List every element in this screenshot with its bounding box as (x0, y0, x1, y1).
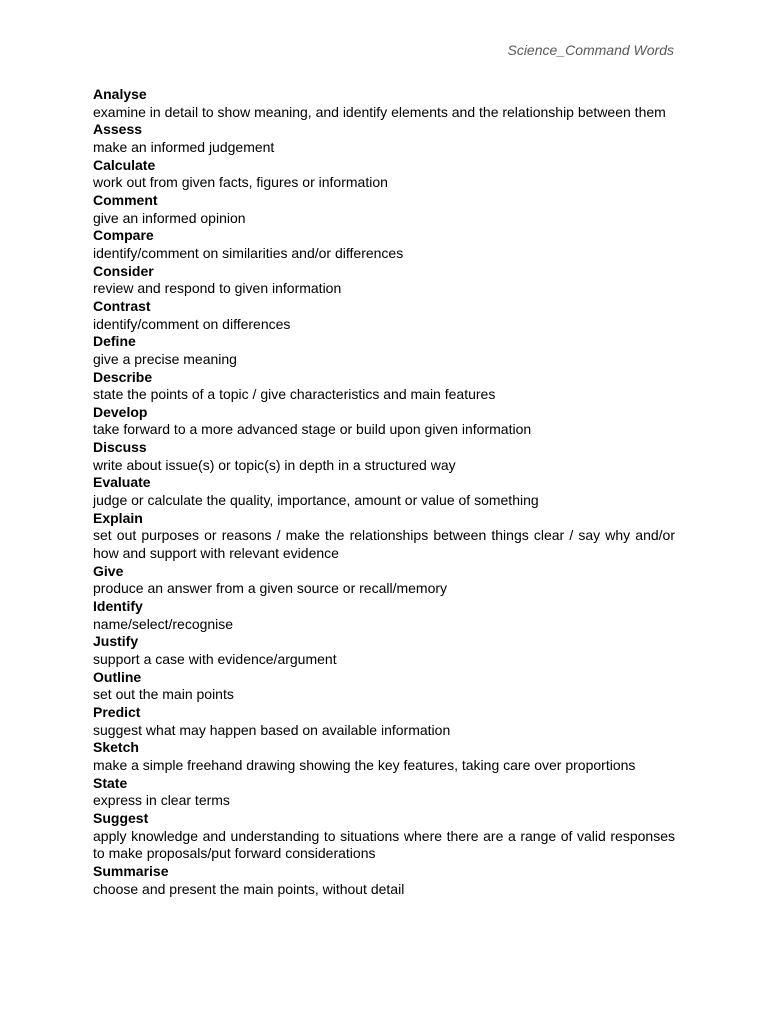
command-word-term: Analyse (93, 86, 147, 102)
command-word-term: Compare (93, 227, 154, 244)
command-word-term: Define (93, 333, 136, 350)
command-word-term: Suggest (93, 809, 149, 826)
command-word-definition: work out from given facts, figures or information (93, 174, 388, 191)
command-word-definition: apply knowledge and understanding to situations where there are a range of valid responses to make proposals/put forward considerations (93, 827, 675, 862)
command-word-term: Discuss (93, 439, 147, 456)
command-word-definition: judge or calculate the quality, importance, amount or value of something (93, 492, 539, 509)
command-word-definition: name/select/recognise (93, 615, 234, 632)
command-word-term: Describe (93, 368, 153, 385)
command-word-term: Predict (93, 703, 141, 720)
command-word-definition: produce an answer from a given source or recall/memory (93, 580, 448, 597)
command-word-term: Identify (93, 598, 143, 615)
command-word-term: Summarise (93, 862, 169, 879)
command-word-definition: suggest what may happen based on available information (93, 721, 451, 738)
page-header-title: Science_Command Words (507, 42, 674, 58)
command-word-term: State (93, 774, 128, 791)
command-word-definition: set out purposes or reasons / make the relationships between things clear / say why and/or how and support with relevant evidence (93, 527, 675, 562)
command-word-definition: identify/comment on similarities and/or differences (93, 244, 404, 261)
command-word-definition: write about issue(s) or topic(s) in depth in a structured way (93, 456, 456, 473)
command-word-term: Explain (93, 509, 143, 526)
command-word-definition: state the points of a topic / give characteristics and main features (93, 386, 496, 403)
command-word-term: Evaluate (93, 474, 151, 491)
command-word-term: Assess (93, 121, 143, 138)
command-word-definition: take forward to a more advanced stage or build upon given information (93, 421, 532, 438)
command-word-definition: support a case with evidence/argument (93, 651, 337, 667)
command-word-definition: express in clear terms (93, 792, 230, 809)
command-word-definition: give an informed opinion (93, 209, 246, 226)
command-word-definition: make a simple freehand drawing showing the key features, taking care over proportions (93, 756, 636, 773)
command-word-definition: review and respond to given information (93, 280, 342, 297)
command-word-term: Comment (93, 191, 158, 208)
command-word-definition: identify/comment on differences (93, 315, 291, 332)
command-word-definition: choose and present the main points, without detail (93, 880, 405, 897)
command-word-definition: give a precise meaning (93, 350, 237, 367)
command-word-term: Sketch (93, 739, 139, 756)
command-word-term: Justify (93, 633, 139, 650)
command-word-definition: set out the main points (93, 686, 234, 703)
command-word-term: Consider (93, 262, 154, 279)
command-word-term: Give (93, 562, 124, 579)
command-word-list (93, 86, 675, 898)
command-word-term: Outline (93, 668, 142, 685)
command-word-definition: examine in detail to show meaning, and identify elements and the relationship between them (93, 103, 666, 120)
command-word-term: Calculate (93, 156, 156, 173)
command-word-term: Contrast (93, 297, 151, 314)
command-word-definition: make an informed judgement (93, 138, 275, 155)
command-word-term: Develop (93, 403, 148, 420)
